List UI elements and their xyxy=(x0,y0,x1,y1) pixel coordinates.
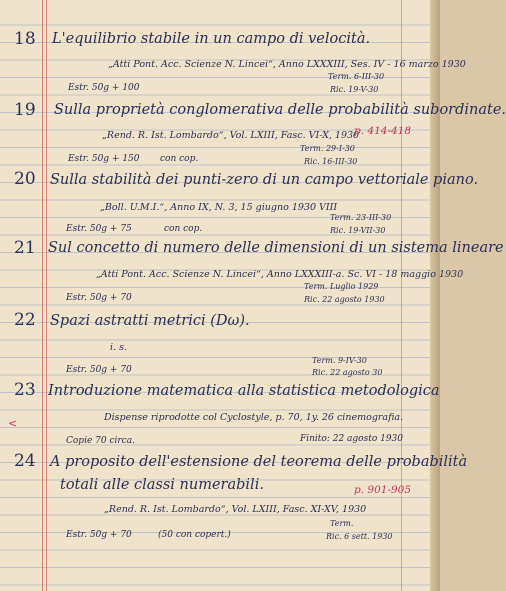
entry-extract: Estr. 50g + 70 xyxy=(66,293,132,303)
entry-term-date: Term. xyxy=(330,519,354,528)
entry-received-date: Ric. 22 agosto 30 xyxy=(312,368,383,377)
entry-received-date: Ric. 16-III-30 xyxy=(304,157,358,166)
entry-title: A proposito dell'estensione del teorema delle probabilità xyxy=(50,454,468,470)
entry-citation: „Boll. U.M.I.“, Anno IX, N. 3, 15 giugno 1930 VIII xyxy=(100,202,338,213)
entry-received-date: Ric. 19-V-30 xyxy=(330,85,379,94)
entry-number: 21 xyxy=(14,238,36,258)
entry-title-continued: totali alle classi numerabili. xyxy=(60,477,264,493)
entry-term-date: Term. 6-III-30 xyxy=(328,72,385,81)
entry-term-date: Term. Luglio 1929 xyxy=(304,282,379,291)
entry-citation: „Atti Pont. Acc. Scienze N. Lincei“, Anno LXXXIII, Ses. IV - 16 marzo 1930 xyxy=(108,59,466,70)
entry-number: 18 xyxy=(14,29,36,49)
entry-extract: Estr. 50g + 150 xyxy=(68,154,140,164)
margin-mark: < xyxy=(8,417,18,430)
entry-citation: Dispense riprodotte col Cyclostyle, p. 70, 1y. 26 cinemografia. xyxy=(104,412,404,423)
entry-title: L'equilibrio stabile in un campo di velocità. xyxy=(52,31,371,47)
margin-line-right xyxy=(401,0,402,591)
entry-number: 19 xyxy=(14,100,36,120)
entry-title: Sul concetto di numero delle dimensioni di un sistema lineare xyxy=(48,240,504,256)
entry-pages: p. 414-418 xyxy=(354,125,412,137)
entry-citation: „Atti Pont. Acc. Scienze N. Lincei“, Anno LXXXIII-a. Sc. VI - 18 maggio 1930 xyxy=(96,269,464,280)
entry-extract: Copie 70 circa. xyxy=(66,436,135,446)
entry-number: 24 xyxy=(14,451,36,471)
entry-citation: „Rend. R. Ist. Lombardo“, Vol. LXIII, Fasc. XI-XV, 1930 xyxy=(104,504,367,515)
entry-extract: Estr. 50g + 100 xyxy=(68,83,140,93)
entry-extract-note: (50 con copert.) xyxy=(158,530,231,540)
page-binding-edge xyxy=(430,0,440,591)
entry-citation: „Rend. R. Ist. Lombardo“, Vol. LXIII, Fasc. VI-X, 1930 xyxy=(102,130,360,141)
entry-received-date: Ric. 6 sett. 1930 xyxy=(326,532,393,541)
entry-extract: Estr. 50g + 70 xyxy=(66,365,132,375)
entry-citation: i. s. xyxy=(110,342,127,353)
margin-line-left-inner xyxy=(46,0,47,591)
entry-number: 20 xyxy=(14,169,36,189)
entry-pages: p. 901-905 xyxy=(354,484,412,496)
entry-term-date: Finito: 22 agosto 1930 xyxy=(300,434,404,444)
entry-title: Sulla proprietà conglomerativa delle probabilità subordinate. xyxy=(54,102,506,118)
entry-extract-note: con cop. xyxy=(164,224,203,234)
entry-number: 23 xyxy=(14,380,36,400)
entry-received-date: Ric. 22 agosto 1930 xyxy=(304,295,385,304)
entry-number: 22 xyxy=(14,310,36,330)
entry-term-date: Term. 9-IV-30 xyxy=(312,356,367,365)
entry-extract: Estr. 50g + 70 xyxy=(66,530,132,540)
entry-title: Spazi astratti metrici (Dω). xyxy=(50,313,250,329)
entry-term-date: Term. 29-I-30 xyxy=(300,144,355,153)
entry-term-date: Term. 23-III-30 xyxy=(330,213,392,222)
entry-received-date: Ric. 19-VII-30 xyxy=(330,226,386,235)
entry-extract-note: con cop. xyxy=(160,154,199,164)
entry-title: Introduzione matematica alla statistica metodologica xyxy=(48,383,440,399)
margin-line-left xyxy=(42,0,43,591)
entry-extract: Estr. 50g + 75 xyxy=(66,224,132,234)
entry-title: Sulla stabilità dei punti-zero di un campo vettoriale piano. xyxy=(50,172,479,188)
